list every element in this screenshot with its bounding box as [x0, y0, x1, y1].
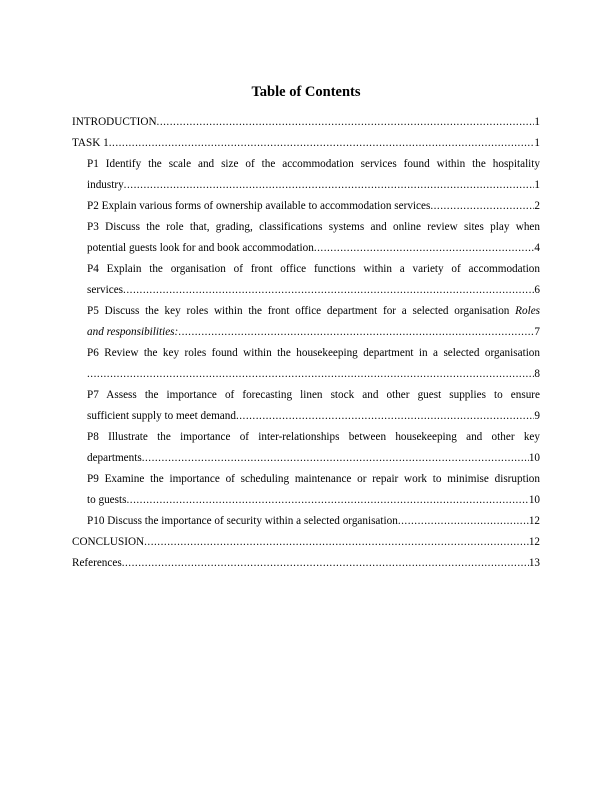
toc-leader-dots — [157, 112, 535, 133]
toc-entry-text: sufficient supply to meet demand — [87, 410, 236, 422]
toc-leader-dots — [109, 133, 535, 154]
toc-entry-p4[interactable] — [72, 259, 540, 301]
toc-entry-task-1[interactable] — [72, 133, 540, 154]
toc-entry-lead: P1 Identify the scale and size of the accommodation services found within the hospitality — [87, 158, 540, 170]
toc-entry-lead: P7 Assess the importance of forecasting linen stock and other guest supplies to ensure — [87, 389, 540, 401]
toc-page-number: 4 — [534, 242, 540, 254]
toc-leader-dots — [126, 490, 528, 511]
toc-entry-text: industry — [87, 179, 124, 191]
toc-leader-dots — [124, 175, 535, 196]
toc-entry-text: potential guests look for and book accommodation — [87, 242, 314, 254]
toc-page-number: 7 — [534, 326, 540, 338]
toc-page-number: 8 — [534, 368, 540, 380]
toc-entry-introduction[interactable] — [72, 112, 540, 133]
toc-leader-dots — [123, 280, 534, 301]
toc-entry-text: P2 Explain various forms of ownership available to accommodation services — [87, 200, 431, 212]
toc-leader-dots — [236, 406, 534, 427]
toc-page-number: 12 — [528, 515, 540, 527]
toc-entry-p1[interactable] — [72, 154, 540, 196]
toc-entry-p10[interactable] — [72, 511, 540, 532]
toc-leader-dots — [122, 553, 529, 574]
toc-entry-lead: P8 Illustrate the importance of inter-relationships between housekeeping and other key — [87, 431, 540, 443]
toc-entry-lead: P3 Discuss the role that, grading, classifications systems and online review sites play when — [87, 221, 540, 233]
toc-entry-lead-wrap — [87, 301, 540, 322]
toc-title: Table of Contents — [251, 84, 361, 100]
toc-page-number: 1 — [534, 137, 540, 149]
toc-leader-dots — [144, 532, 529, 553]
toc-entry-text: to guests — [87, 494, 127, 506]
toc-entry-text: CONCLUSION — [72, 536, 145, 548]
toc-entry-p5[interactable] — [72, 301, 540, 343]
toc-page-number: 12 — [528, 536, 540, 548]
toc-entry-text: TASK 1 — [72, 137, 109, 149]
toc-entry-lead: P5 Discuss the key roles within the front office department for a selected organisation — [87, 305, 510, 317]
toc-leader-dots — [314, 238, 535, 259]
toc-entry-lead: P4 Explain the organisation of front office functions within a variety of accommodation — [87, 263, 540, 275]
toc-entry-conclusion[interactable] — [72, 532, 540, 553]
toc-entry-p6[interactable] — [72, 343, 540, 385]
toc-entry-p2[interactable] — [72, 196, 540, 217]
toc-leader-dots — [87, 364, 534, 385]
toc-page-number: 13 — [528, 557, 540, 569]
toc-page-number: 1 — [534, 179, 540, 191]
toc-entry-text: departments — [87, 452, 142, 464]
toc-entry-text: P10 Discuss the importance of security within a selected organisation — [87, 515, 398, 527]
toc-entry-p8[interactable] — [72, 427, 540, 469]
toc-entry-text: INTRODUCTION — [72, 116, 157, 128]
toc-page-number: 1 — [534, 116, 540, 128]
toc-leader-dots — [398, 511, 529, 532]
toc-entry-text: services — [87, 284, 124, 296]
toc-entry-text-italic: and responsibilities: — [87, 326, 179, 338]
toc-entry-lead: P9 Examine the importance of scheduling maintenance or repair work to minimise disruption — [87, 473, 540, 485]
table-of-contents — [72, 112, 540, 574]
toc-page-number: 10 — [528, 452, 540, 464]
toc-page-number: 2 — [534, 200, 540, 212]
toc-entry-p7[interactable] — [72, 385, 540, 427]
toc-page-number: 6 — [534, 284, 540, 296]
toc-leader-dots — [430, 196, 534, 217]
toc-entry-p3[interactable] — [72, 217, 540, 259]
toc-page-number: 9 — [534, 410, 540, 422]
toc-entry-p9[interactable] — [72, 469, 540, 511]
toc-leader-dots — [178, 322, 534, 343]
toc-entry-lead: P6 Review the key roles found within the housekeeping department in a selected organisation — [87, 347, 540, 359]
toc-leader-dots — [142, 448, 529, 469]
toc-entry-lead-italic: Roles — [515, 305, 541, 317]
toc-entry-references[interactable] — [72, 553, 540, 574]
toc-entry-text: References — [72, 557, 122, 569]
toc-page-number: 10 — [528, 494, 540, 506]
